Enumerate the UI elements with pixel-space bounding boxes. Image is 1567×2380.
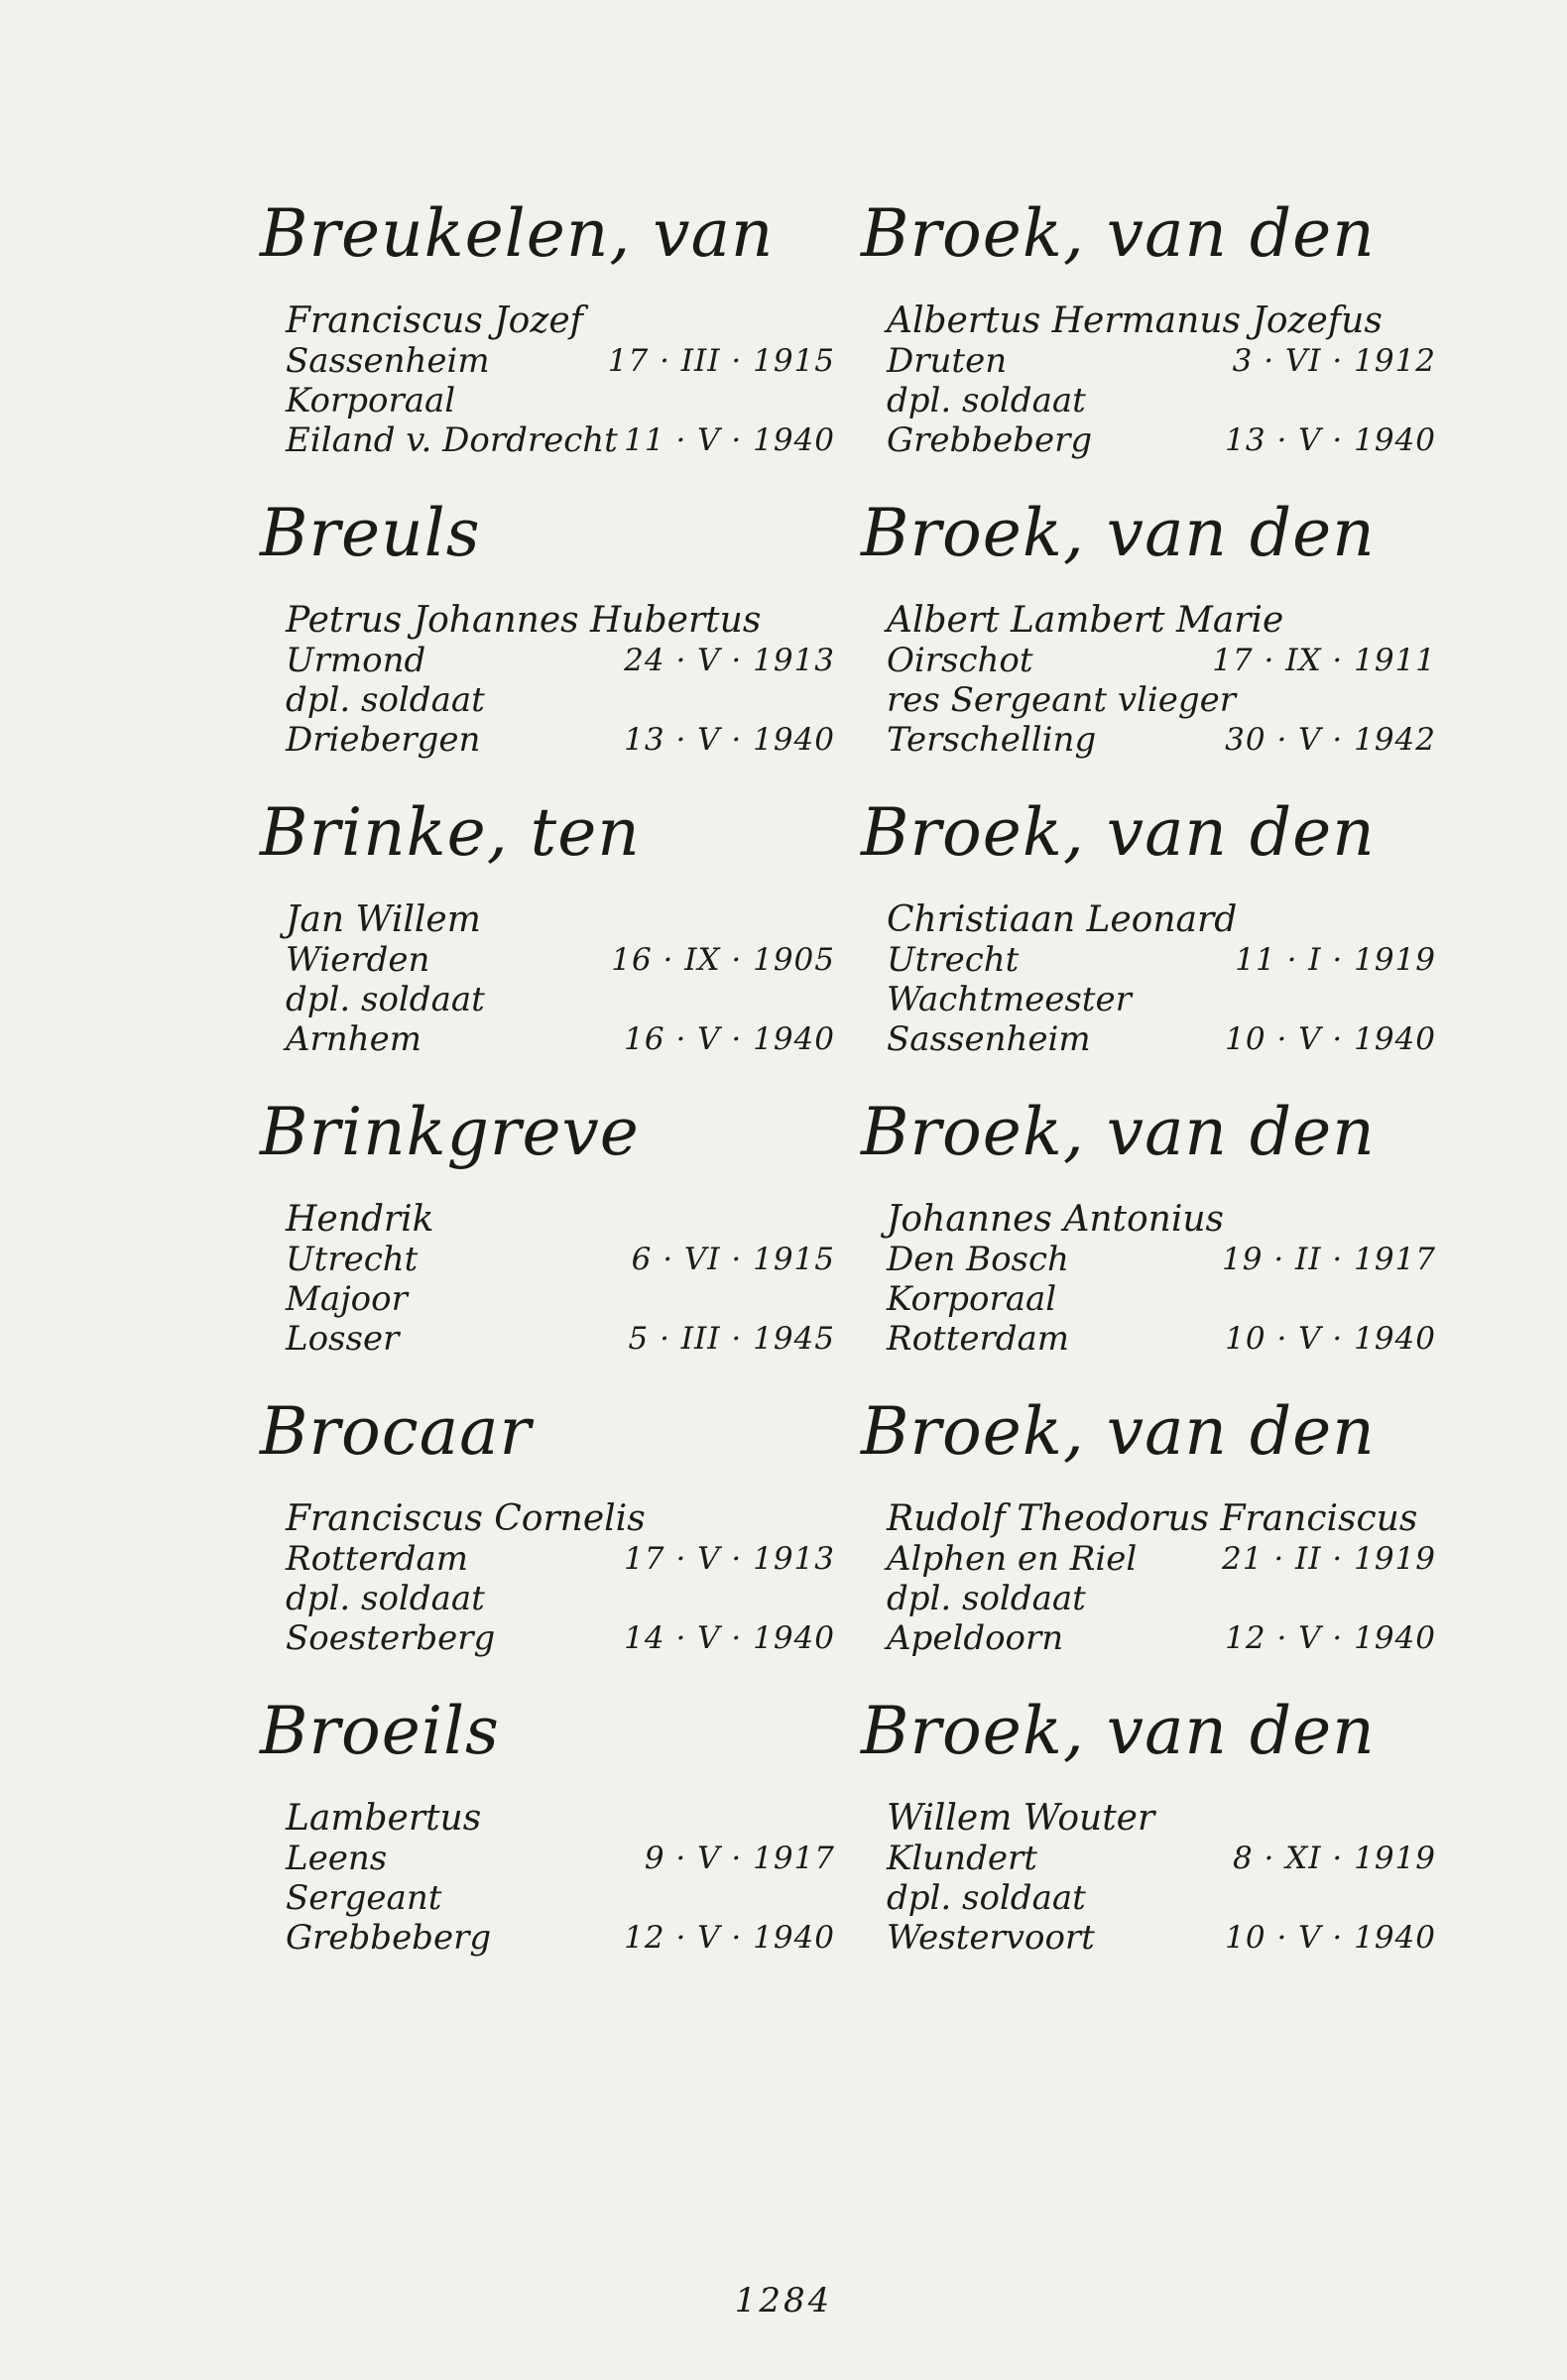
death-date: 12 · V · 1940 <box>1225 1620 1436 1656</box>
rank-row <box>861 1878 1436 1918</box>
birth-date: 16 · IX · 1905 <box>611 942 835 978</box>
death-place: Rotterdam <box>887 1319 1070 1359</box>
birth-row <box>260 1839 835 1878</box>
birth-date: 19 · II · 1917 <box>1222 1242 1436 1277</box>
surname: Breukelen, van <box>260 195 775 272</box>
rank-row <box>260 1579 835 1618</box>
death-row <box>260 420 835 460</box>
birth-row <box>260 641 835 680</box>
death-row <box>260 1019 835 1059</box>
birth-row <box>260 940 835 980</box>
birth-row <box>861 1539 1436 1579</box>
surname: Broek, van den <box>861 1393 1376 1470</box>
rank-row <box>260 381 835 420</box>
birth-row <box>861 940 1436 980</box>
birth-place: Utrecht <box>286 1240 419 1279</box>
death-place: Sassenheim <box>887 1019 1091 1059</box>
birth-row <box>260 1240 835 1279</box>
birth-row <box>260 341 835 381</box>
death-row <box>260 720 835 760</box>
death-place: Arnhem <box>286 1019 422 1059</box>
death-row <box>260 1618 835 1658</box>
rank: dpl. soldaat <box>887 1579 1086 1618</box>
birth-date: 6 · VI · 1915 <box>631 1242 835 1277</box>
birth-date: 17 · III · 1915 <box>607 343 835 379</box>
birth-date: 17 · V · 1913 <box>624 1541 835 1577</box>
rank: Majoor <box>286 1279 408 1319</box>
death-row <box>861 420 1436 460</box>
given-names: Lambertus <box>286 1798 482 1839</box>
rank: Korporaal <box>887 1279 1057 1319</box>
register-entry <box>260 787 835 1087</box>
surname: Breuls <box>260 495 481 571</box>
register-entry <box>861 488 1436 787</box>
given-names: Rudolf Theodorus Franciscus <box>887 1498 1418 1539</box>
register-entry <box>861 787 1436 1087</box>
register-entry <box>260 188 835 488</box>
birth-date: 17 · IX · 1911 <box>1212 643 1436 678</box>
rank-row <box>861 980 1436 1019</box>
register-entry <box>260 1386 835 1686</box>
birth-place: Druten <box>887 341 1008 381</box>
death-row <box>861 720 1436 760</box>
rank-row <box>260 680 835 720</box>
death-date: 12 · V · 1940 <box>624 1920 835 1956</box>
birth-place: Den Bosch <box>887 1240 1069 1279</box>
register-entry <box>260 1087 835 1386</box>
surname: Broek, van den <box>861 1693 1376 1769</box>
register-entry <box>260 488 835 787</box>
rank-row <box>260 1878 835 1918</box>
given-names: Petrus Johannes Hubertus <box>286 600 762 641</box>
death-place: Eiland v. Dordrecht <box>286 420 618 460</box>
death-date: 30 · V · 1942 <box>1225 722 1436 758</box>
death-row <box>260 1319 835 1359</box>
surname: Broek, van den <box>861 794 1376 871</box>
death-row <box>861 1618 1436 1658</box>
rank: Sergeant <box>286 1878 442 1918</box>
register-entry <box>260 1686 835 1985</box>
given-names: Johannes Antonius <box>887 1199 1225 1240</box>
birth-date: 21 · II · 1919 <box>1222 1541 1436 1577</box>
birth-place: Utrecht <box>887 940 1020 980</box>
death-row <box>861 1918 1436 1958</box>
given-names: Christiaan Leonard <box>887 899 1238 940</box>
death-place: Westervoort <box>887 1918 1095 1958</box>
surname: Broek, van den <box>861 495 1376 571</box>
birth-place: Klundert <box>887 1839 1037 1878</box>
death-place: Losser <box>286 1319 400 1359</box>
birth-place: Alphen en Riel <box>887 1539 1138 1579</box>
rank: dpl. soldaat <box>286 680 485 720</box>
death-place: Apeldoorn <box>887 1618 1064 1658</box>
birth-date: 24 · V · 1913 <box>624 643 835 678</box>
death-date: 13 · V · 1940 <box>1225 422 1436 458</box>
birth-date: 11 · I · 1919 <box>1235 942 1436 978</box>
birth-row <box>260 1539 835 1579</box>
death-date: 10 · V · 1940 <box>1225 1920 1436 1956</box>
birth-row <box>861 1839 1436 1878</box>
given-names: Jan Willem <box>286 899 481 940</box>
birth-place: Leens <box>286 1839 388 1878</box>
death-place: Soesterberg <box>286 1618 496 1658</box>
birth-place: Rotterdam <box>286 1539 469 1579</box>
register-entry <box>861 1686 1436 1985</box>
surname: Brinkgreve <box>260 1094 640 1170</box>
death-date: 13 · V · 1940 <box>624 722 835 758</box>
surname: Broek, van den <box>861 195 1376 272</box>
rank: Korporaal <box>286 381 456 420</box>
given-names: Hendrik <box>286 1199 434 1240</box>
birth-place: Wierden <box>286 940 430 980</box>
birth-place: Oirschot <box>887 641 1033 680</box>
rank-row <box>861 381 1436 420</box>
rank-row <box>260 1279 835 1319</box>
birth-row <box>861 641 1436 680</box>
birth-date: 9 · V · 1917 <box>644 1841 835 1876</box>
birth-place: Urmond <box>286 641 426 680</box>
birth-row <box>861 1240 1436 1279</box>
page-number: 1284 <box>734 2281 833 2320</box>
given-names: Franciscus Jozef <box>286 300 583 341</box>
rank: dpl. soldaat <box>887 381 1086 420</box>
death-place: Terschelling <box>887 720 1097 760</box>
death-row <box>861 1319 1436 1359</box>
death-date: 14 · V · 1940 <box>624 1620 835 1656</box>
birth-row <box>861 341 1436 381</box>
given-names: Willem Wouter <box>887 1798 1155 1839</box>
death-date: 10 · V · 1940 <box>1225 1321 1436 1357</box>
birth-place: Sassenheim <box>286 341 490 381</box>
register-entry <box>861 1386 1436 1686</box>
death-place: Grebbeberg <box>286 1918 492 1958</box>
rank: dpl. soldaat <box>887 1878 1086 1918</box>
death-row <box>861 1019 1436 1059</box>
rank-row <box>861 1279 1436 1319</box>
death-place: Grebbeberg <box>887 420 1093 460</box>
register-entry <box>861 188 1436 488</box>
death-date: 10 · V · 1940 <box>1225 1021 1436 1057</box>
death-date: 16 · V · 1940 <box>624 1021 835 1057</box>
rank-row <box>260 980 835 1019</box>
surname: Brinke, ten <box>260 794 641 871</box>
given-names: Albertus Hermanus Jozefus <box>887 300 1383 341</box>
surname: Broek, van den <box>861 1094 1376 1170</box>
death-date: 5 · III · 1945 <box>628 1321 835 1357</box>
given-names: Albert Lambert Marie <box>887 600 1284 641</box>
birth-date: 8 · XI · 1919 <box>1232 1841 1436 1876</box>
register-entry <box>861 1087 1436 1386</box>
death-date: 11 · V · 1940 <box>624 422 835 458</box>
given-names: Franciscus Cornelis <box>286 1498 646 1539</box>
surname: Brocaar <box>260 1393 532 1470</box>
rank: Wachtmeester <box>887 980 1132 1019</box>
rank: dpl. soldaat <box>286 980 485 1019</box>
birth-date: 3 · VI · 1912 <box>1232 343 1436 379</box>
rank-row <box>861 680 1436 720</box>
rank: dpl. soldaat <box>286 1579 485 1618</box>
right-column <box>861 188 1436 1985</box>
rank: res Sergeant vlieger <box>887 680 1237 720</box>
rank-row <box>861 1579 1436 1618</box>
death-place: Driebergen <box>286 720 481 760</box>
surname: Broeils <box>260 1693 500 1769</box>
left-column <box>260 188 835 1985</box>
death-row <box>260 1918 835 1958</box>
